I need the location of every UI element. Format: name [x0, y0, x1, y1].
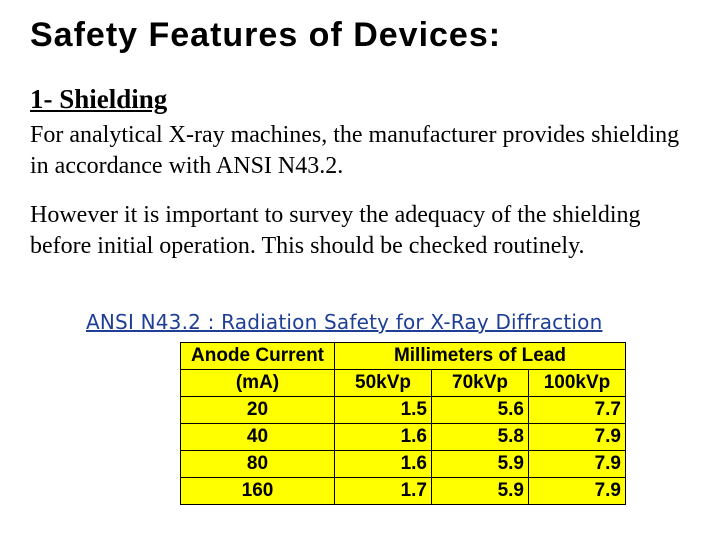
lead-cell: 1.5 — [335, 397, 432, 424]
lead-shielding-table — [180, 342, 626, 505]
table-header-row — [181, 343, 626, 370]
lead-cell: 5.9 — [432, 451, 529, 478]
current-cell: 20 — [181, 397, 335, 424]
table-row — [181, 478, 626, 505]
kvp50-header: 50kVp — [335, 370, 432, 397]
lead-cell: 7.9 — [529, 424, 626, 451]
ansi-standard-link[interactable]: ANSI N43.2 : Radiation Safety for X-Ray Diffraction — [86, 310, 603, 334]
lead-cell: 5.8 — [432, 424, 529, 451]
unit-header: (mA) — [181, 370, 335, 397]
current-cell: 160 — [181, 478, 335, 505]
lead-cell: 1.6 — [335, 451, 432, 478]
table-row — [181, 397, 626, 424]
page-title: Safety Features of Devices: — [30, 16, 502, 54]
current-cell: 80 — [181, 451, 335, 478]
paragraph-survey: However it is important to survey the adequacy of the shielding before initial operation. This should be checked routinely. — [30, 202, 641, 259]
lead-cell: 5.6 — [432, 397, 529, 424]
lead-cell: 1.7 — [335, 478, 432, 505]
anode-current-header: Anode Current — [181, 343, 335, 370]
kvp70-header: 70kVp — [432, 370, 529, 397]
paragraph-shielding: For analytical X-ray machines, the manufacturer provides shielding in accordance with ANSI N43.2. — [30, 122, 680, 179]
lead-cell: 5.9 — [432, 478, 529, 505]
kvp100-header: 100kVp — [529, 370, 626, 397]
lead-cell: 1.6 — [335, 424, 432, 451]
table-subheader-row — [181, 370, 626, 397]
lead-cell: 7.7 — [529, 397, 626, 424]
lead-cell: 7.9 — [529, 478, 626, 505]
current-cell: 40 — [181, 424, 335, 451]
lead-cell: 7.9 — [529, 451, 626, 478]
table-row — [181, 424, 626, 451]
table-row — [181, 451, 626, 478]
section-heading: 1- Shielding — [30, 84, 168, 114]
millimeters-of-lead-header: Millimeters of Lead — [335, 343, 626, 370]
